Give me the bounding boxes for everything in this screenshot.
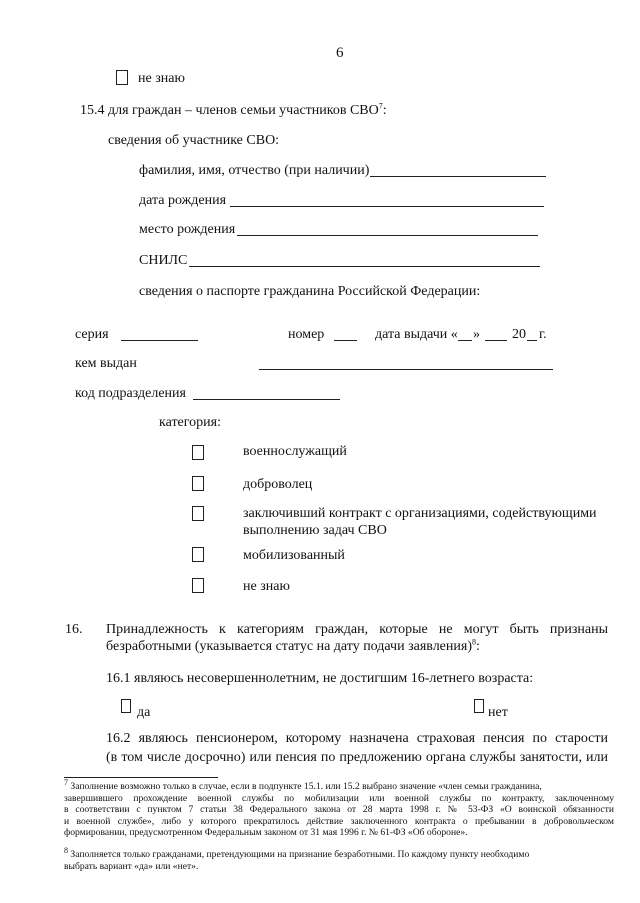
section-16-text-line1: Принадлежность к категориям граждан, которые не могут быть признаны: [106, 622, 608, 637]
fio-label: фамилия, имя, отчество (при наличии): [139, 163, 370, 178]
item-16-2-line1: 16.2 являюсь пенсионером, которому назначена страховая пенсия по старости: [106, 731, 608, 746]
label-16-1-no: нет: [488, 705, 508, 720]
section-15-4-heading-text: 15.4 для граждан – членов семьи участников СВО: [80, 103, 379, 118]
number-field[interactable]: [334, 340, 357, 341]
checkbox-kontrakt[interactable]: [192, 506, 204, 521]
category-dobrovolets: доброволец: [243, 477, 313, 492]
issued-by-label: кем выдан: [75, 356, 137, 371]
svo-participant-subheading: сведения об участнике СВО:: [108, 133, 280, 148]
category-label: категория:: [159, 415, 221, 430]
issue-year-prefix: 20: [512, 327, 526, 342]
section-15-4-heading: 15.4 для граждан – членов семьи участников СВО$^7$:: [80, 101, 387, 118]
number-label: номер: [288, 327, 325, 342]
footnote-ref-7: 7: [378, 101, 383, 111]
snils-label: СНИЛС: [139, 253, 188, 268]
checkbox-mobilizovanny[interactable]: [192, 547, 204, 562]
page-number: 6: [336, 45, 344, 61]
footnote-8-mark: 8: [64, 845, 68, 855]
dept-code-field[interactable]: [193, 399, 340, 400]
checkbox-16-1-no[interactable]: [474, 699, 484, 713]
series-field[interactable]: [121, 340, 198, 341]
category-mobilizovanny: мобилизованный: [243, 548, 345, 563]
section-16-text-line2: безработными (указывается статус на дату подачи заявления)$^8$:: [106, 637, 480, 654]
category-ne-znayu: не знаю: [243, 579, 290, 594]
issued-by-field[interactable]: [259, 369, 553, 370]
section-16-number: 16.: [65, 622, 83, 637]
footnote-8: $^8$ Заполняется только гражданами, претендующими на признание безработными. По каждому пункту необходимо выбрать вариант «да» или «нет».: [64, 845, 530, 872]
item-16-1: 16.1 являюсь несовершеннолетним, не достигшим 16-летнего возраста:: [106, 671, 534, 686]
issue-year-field[interactable]: [527, 340, 537, 341]
footnote-7-mark: 7: [64, 777, 68, 787]
checkbox-dobrovolets[interactable]: [192, 476, 204, 491]
category-kontrakt-line2: выполнению задач СВО: [243, 523, 387, 538]
birth-place-field[interactable]: [237, 235, 538, 236]
issue-year-suffix: г.: [539, 327, 547, 342]
fio-field[interactable]: [370, 176, 546, 177]
passport-heading: сведения о паспорте гражданина Российской Федерации:: [139, 284, 481, 299]
category-voennosluzhashchiy: военнослужащий: [243, 444, 347, 459]
birth-date-label: дата рождения: [139, 193, 227, 208]
birth-place-label: место рождения: [139, 222, 236, 237]
label-ne-znayu-top: не знаю: [138, 71, 185, 86]
label-16-1-yes: да: [137, 705, 151, 720]
birth-date-field[interactable]: [230, 206, 544, 207]
checkbox-ne-znayu-category[interactable]: [192, 578, 204, 593]
footnote-7: $^7$ Заполнение возможно только в случае, если в подпункте 15.1. или 15.2 выбрано значение «член семьи гражданина, завершившего прохождение военной службы по мобилизации или военной службы по контракту, заключенному в соответствии с пунктом 7 статьи 38 Федерального закона от 28 марта 1998 г. № 53-ФЗ «О воинской обязанности и военной службе», либо у которого прекратилось действие заключенного контракта о пребывании в добровольческом формировании, предусмотренном Федеральным законом от 31 мая 1996 г. № 61-ФЗ «Об обороне».: [64, 777, 614, 838]
issue-date-close-quote: »: [473, 327, 480, 342]
snils-field[interactable]: [189, 266, 540, 267]
footnote-ref-8: 8: [471, 637, 476, 647]
item-16-2-line2: (в том числе досрочно) или пенсия по предложению органа службы занятости, или: [106, 750, 608, 765]
checkbox-voennosluzhashchiy[interactable]: [192, 445, 204, 460]
checkbox-16-1-yes[interactable]: [121, 699, 131, 713]
footnote-separator: [64, 777, 218, 778]
category-kontrakt-line1: заключивший контракт с организациями, содействующими: [243, 506, 597, 521]
dept-code-label: код подразделения: [75, 386, 186, 401]
issue-day-field[interactable]: [458, 340, 472, 341]
issue-month-field[interactable]: [485, 340, 507, 341]
series-label: серия: [75, 327, 109, 342]
issue-date-label: дата выдачи «: [375, 327, 458, 342]
checkbox-ne-znayu-top[interactable]: [116, 70, 128, 85]
section-16-text-line2-body: безработными (указывается статус на дату подачи заявления): [106, 639, 472, 654]
